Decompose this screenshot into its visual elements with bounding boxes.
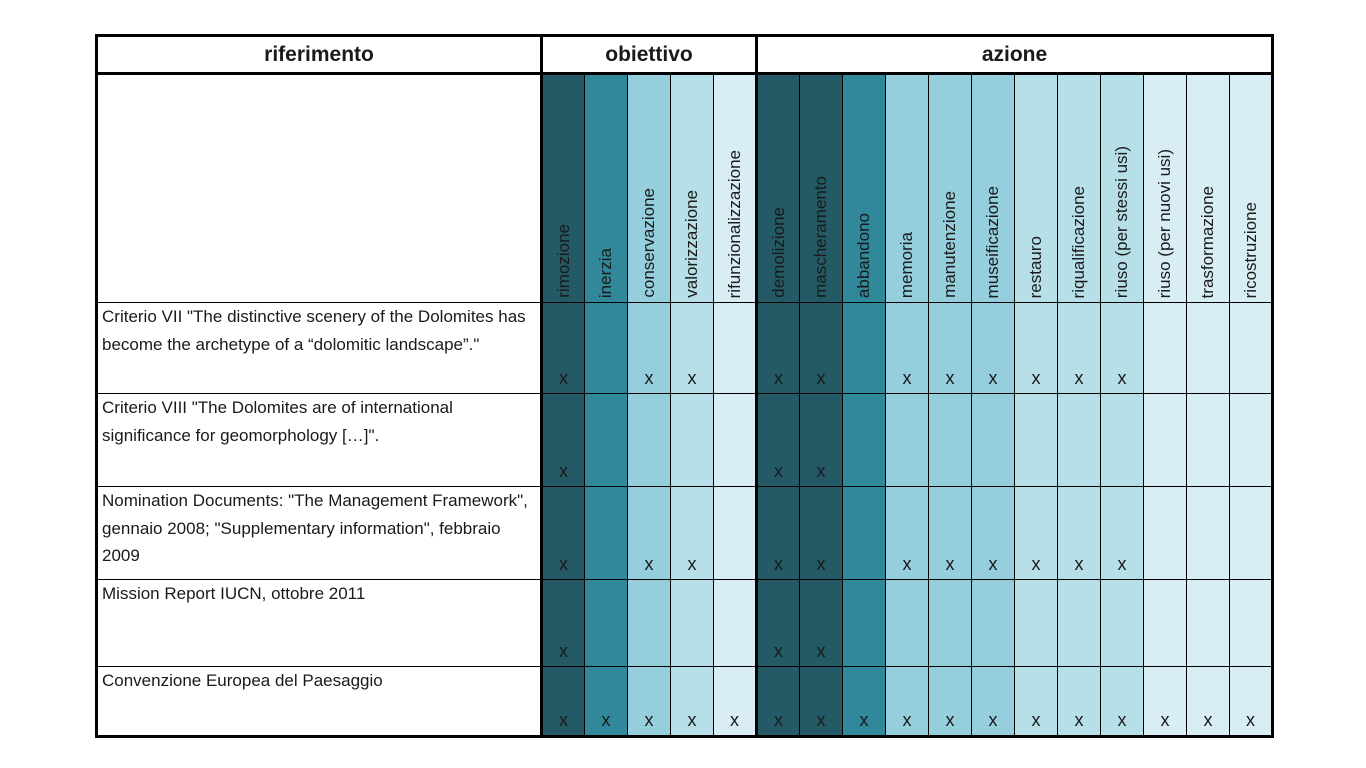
mark-cell: x	[671, 303, 714, 394]
mark-cell: x	[757, 303, 800, 394]
column-header-cell	[542, 74, 585, 303]
mark-cell: x	[1144, 667, 1187, 737]
mark-cell	[972, 394, 1015, 487]
column-label: abbandono	[854, 212, 873, 298]
mark-cell: x	[1058, 667, 1101, 737]
mark-cell	[886, 394, 929, 487]
mark-cell	[585, 394, 628, 487]
column-header-cell	[972, 74, 1015, 303]
column-header-cell	[1015, 74, 1058, 303]
mark-cell	[628, 394, 671, 487]
header-riferimento: riferimento	[97, 36, 542, 74]
mark-cell: x	[886, 667, 929, 737]
header-obiettivo: obiettivo	[542, 36, 757, 74]
mark-cell: x	[542, 487, 585, 580]
blank-corner-cell	[97, 74, 542, 303]
mark-cell: x	[800, 580, 843, 667]
mark-cell	[886, 580, 929, 667]
mark-cell: x	[800, 667, 843, 737]
mark-cell	[843, 487, 886, 580]
mark-cell: x	[1058, 487, 1101, 580]
header-azione: azione	[757, 36, 1273, 74]
column-label: mascheramento	[811, 176, 830, 298]
mark-cell	[714, 394, 757, 487]
mark-cell	[1015, 580, 1058, 667]
column-label: conservazione	[639, 188, 658, 298]
mark-cell: x	[929, 667, 972, 737]
mark-cell	[843, 580, 886, 667]
mark-cell: x	[800, 303, 843, 394]
mark-cell: x	[929, 487, 972, 580]
mark-cell: x	[542, 394, 585, 487]
mark-cell: x	[628, 303, 671, 394]
reference-cell: Nomination Documents: "The Management Framework", gennaio 2008; "Supplementary information", febbraio 2009	[97, 487, 542, 580]
column-labels-row	[97, 74, 1273, 303]
column-header-cell	[843, 74, 886, 303]
mark-cell: x	[886, 487, 929, 580]
column-label: inerzia	[596, 247, 615, 298]
mark-cell: x	[628, 667, 671, 737]
mark-cell	[929, 580, 972, 667]
column-label: ricostruzione	[1240, 201, 1260, 298]
mark-cell: x	[585, 667, 628, 737]
table-row	[97, 303, 1273, 394]
column-label: manutenzione	[940, 191, 959, 298]
mark-cell	[1187, 580, 1230, 667]
mark-cell	[1144, 580, 1187, 667]
mark-cell: x	[972, 487, 1015, 580]
mark-cell: x	[929, 303, 972, 394]
column-label: restauro	[1026, 235, 1045, 298]
mark-cell: x	[671, 667, 714, 737]
mark-cell: x	[843, 667, 886, 737]
mark-cell	[1058, 580, 1101, 667]
mark-cell: x	[1101, 487, 1144, 580]
column-header-cell	[1144, 74, 1187, 303]
mark-cell	[1187, 303, 1230, 394]
reference-cell: Convenzione Europea del Paesaggio	[97, 667, 542, 737]
mark-cell: x	[1058, 303, 1101, 394]
column-label: riqualificazione	[1069, 185, 1088, 298]
mark-cell: x	[671, 487, 714, 580]
table-row	[97, 394, 1273, 487]
column-label: rifunzionalizzazione	[724, 149, 744, 298]
mark-cell: x	[542, 303, 585, 394]
column-label: demolizione	[768, 207, 788, 298]
mark-cell	[843, 303, 886, 394]
mark-cell: x	[1015, 487, 1058, 580]
mark-cell	[843, 394, 886, 487]
reference-cell: Criterio VIII "The Dolomites are of international significance for geomorphology […]".	[97, 394, 542, 487]
mark-cell	[929, 394, 972, 487]
mark-cell: x	[757, 487, 800, 580]
mark-cell: x	[542, 580, 585, 667]
column-header-cell	[929, 74, 972, 303]
reference-cell: Criterio VII "The distinctive scenery of the Dolomites has become the archetype of a “dolomitic landscape”."	[97, 303, 542, 394]
column-header-cell	[1058, 74, 1101, 303]
column-label: memoria	[897, 231, 916, 298]
mark-cell	[1230, 394, 1273, 487]
column-header-cell	[585, 74, 628, 303]
column-header-cell	[628, 74, 671, 303]
mark-cell	[1144, 394, 1187, 487]
mark-cell	[1058, 394, 1101, 487]
mark-cell: x	[1101, 303, 1144, 394]
mark-cell: x	[886, 303, 929, 394]
column-label: riuso (per stessi usi)	[1112, 145, 1131, 298]
mark-cell: x	[1101, 667, 1144, 737]
column-label: trasformazione	[1198, 185, 1217, 298]
column-header-cell	[714, 74, 757, 303]
mark-cell	[714, 487, 757, 580]
column-label: museificazione	[983, 185, 1002, 298]
mark-cell	[1101, 394, 1144, 487]
mark-cell	[1144, 303, 1187, 394]
mark-cell: x	[628, 487, 671, 580]
mark-cell: x	[757, 394, 800, 487]
mark-cell: x	[714, 667, 757, 737]
mark-cell: x	[1015, 667, 1058, 737]
mark-cell	[714, 303, 757, 394]
column-header-cell	[757, 74, 800, 303]
column-label: rimozione	[553, 224, 573, 298]
mark-cell: x	[972, 303, 1015, 394]
mark-cell	[1230, 487, 1273, 580]
mark-cell: x	[542, 667, 585, 737]
reference-matrix-table	[95, 34, 1274, 738]
mark-cell	[671, 580, 714, 667]
table-row	[97, 487, 1273, 580]
mark-cell	[714, 580, 757, 667]
mark-cell: x	[800, 487, 843, 580]
mark-cell	[1015, 394, 1058, 487]
column-header-cell	[886, 74, 929, 303]
mark-cell: x	[1015, 303, 1058, 394]
mark-cell: x	[1187, 667, 1230, 737]
column-header-cell	[1187, 74, 1230, 303]
mark-cell: x	[757, 667, 800, 737]
mark-cell	[1187, 394, 1230, 487]
mark-cell	[1101, 580, 1144, 667]
mark-cell	[1230, 580, 1273, 667]
mark-cell	[671, 394, 714, 487]
mark-cell	[972, 580, 1015, 667]
column-label: valorizzazione	[682, 190, 701, 298]
mark-cell: x	[757, 580, 800, 667]
mark-cell	[1144, 487, 1187, 580]
mark-cell: x	[972, 667, 1015, 737]
mark-cell	[585, 580, 628, 667]
column-label: riuso (per nuovi usi)	[1155, 148, 1174, 298]
table-row	[97, 580, 1273, 667]
mark-cell: x	[800, 394, 843, 487]
column-header-cell	[800, 74, 843, 303]
column-header-cell	[1101, 74, 1144, 303]
mark-cell: x	[1230, 667, 1273, 737]
mark-cell	[628, 580, 671, 667]
table-row	[97, 667, 1273, 737]
mark-cell	[585, 487, 628, 580]
column-header-cell	[671, 74, 714, 303]
mark-cell	[1187, 487, 1230, 580]
column-header-cell	[1230, 74, 1273, 303]
reference-cell: Mission Report IUCN, ottobre 2011	[97, 580, 542, 667]
mark-cell	[585, 303, 628, 394]
mark-cell	[1230, 303, 1273, 394]
